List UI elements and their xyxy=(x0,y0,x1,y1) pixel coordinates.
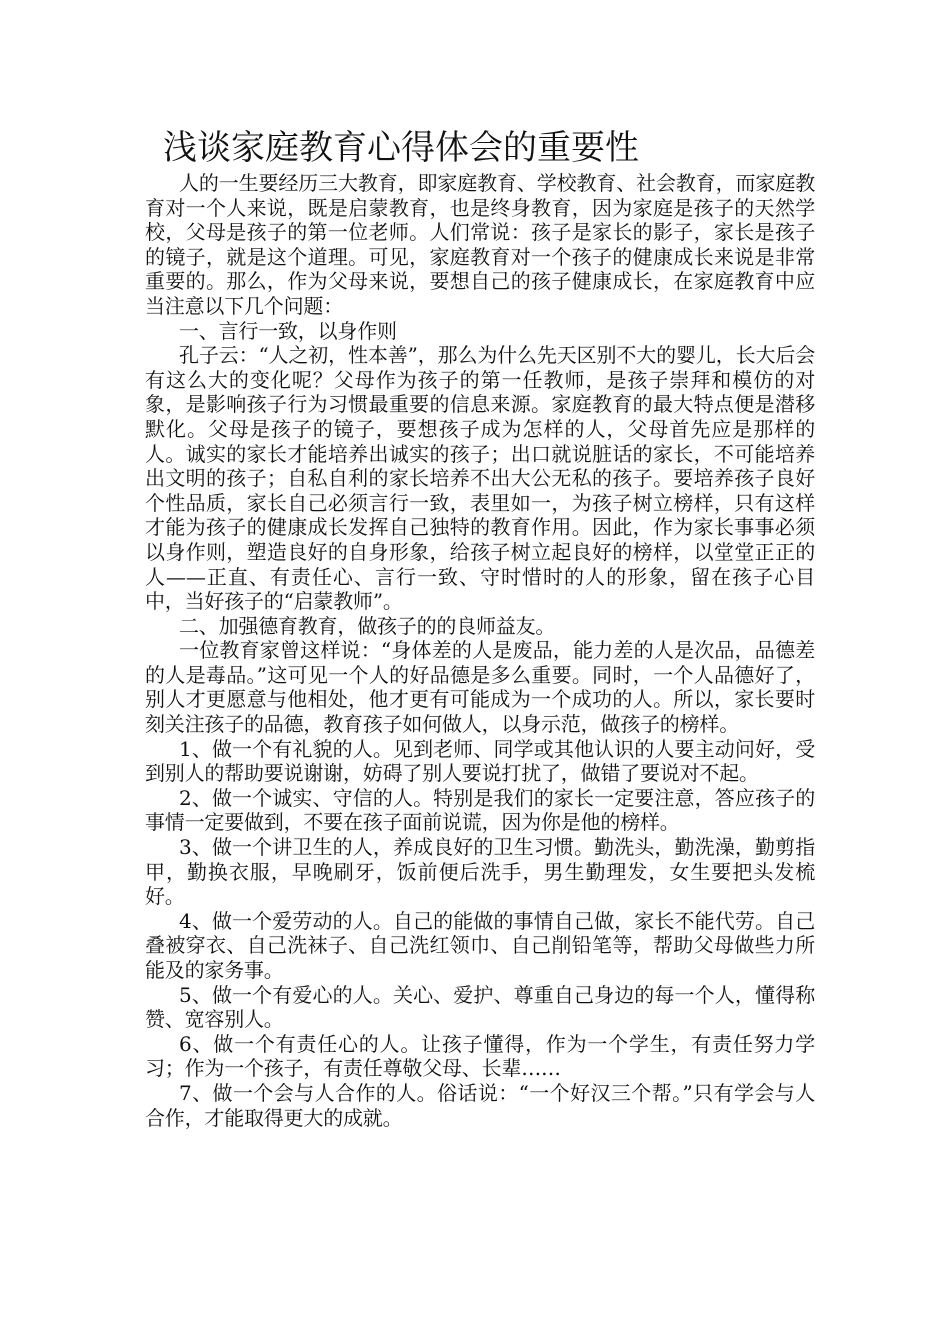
list-item-6: 6、做一个有责任心的人。让孩子懂得，作为一个学生，有责任努力学习；作为一个孩子，有责任尊敬父母、长辈…… xyxy=(145,1031,815,1081)
list-item-7: 7、做一个会与人合作的人。俗话说：“一个好汉三个帮。”只有学会与人合作，才能取得更大的成就。 xyxy=(145,1080,815,1130)
section-2-paragraph: 一位教育家曾这样说：“身体差的人是废品，能力差的人是次品，品德差的人是毒品。”这可见一个人的好品德是多么重要。同时，一个人品德好了，别人才更愿意与他相处，他才更有可能成为一个成功的人。所以，家长要时刻关注孩子的品德，教育孩子如何做人，以身示范，做孩子的榜样。 xyxy=(145,638,815,737)
list-item-3: 3、做一个讲卫生的人，养成良好的卫生习惯。勤洗头，勤洗澡，勤剪指甲，勤换衣服，早晚刷牙，饭前便后洗手，男生勤理发，女生要把头发梳好。 xyxy=(145,835,815,909)
list-item-1: 1、做一个有礼貌的人。见到老师、同学或其他认识的人要主动问好，受到别人的帮助要说谢谢，妨碍了别人要说打扰了，做错了要说对不起。 xyxy=(145,736,815,786)
list-item-5: 5、做一个有爱心的人。关心、爱护、尊重自己身边的每一个人，懂得称赞、宽容别人。 xyxy=(145,982,815,1032)
list-item-4: 4、做一个爱劳动的人。自己的能做的事情自己做，家长不能代劳。自己叠被穿衣、自己洗袜子、自己洗红领巾、自己削铅笔等，帮助父母做些力所能及的家务事。 xyxy=(145,908,815,982)
section-heading-2: 二、加强德育教育，做孩子的的良师益友。 xyxy=(179,613,556,638)
document-title: 浅谈家庭教育心得体会的重要性 xyxy=(163,128,639,168)
section-1-paragraph: 孔子云：“人之初，性本善”，那么为什么先天区别不大的婴儿，长大后会有这么大的变化呢？父母作为孩子的第一任教师，是孩子崇拜和模仿的对象，是影响孩子行为习惯最重要的信息来源。家庭教育的最大特点便是潜移默化。父母是孩子的镜子，要想孩子成为怎样的人，父母首先应是那样的人。诚实的家长才能培养出诚实的孩子；出口就说脏话的家长，不可能培养出文明的孩子；自私自利的家长培养不出大公无私的孩子。要培养孩子良好个性品质，家长自己必须言行一致，表里如一，为孩子树立榜样，只有这样才能为孩子的健康成长发挥自己独特的教育作用。因此，作为家长事事必须以身作则，塑造良好的自身形象，给孩子树立起良好的榜样，以堂堂正正的人——正直、有责任心、言行一致、守时惜时的人的形象，留在孩子心目中，当好孩子的“启蒙教师”。 xyxy=(145,343,815,614)
section-heading-1: 一、言行一致，以身作则 xyxy=(179,318,397,343)
list-item-2: 2、做一个诚实、守信的人。特别是我们的家长一定要注意，答应孩子的事情一定要做到，不要在孩子面前说谎，因为你是他的榜样。 xyxy=(145,785,815,835)
intro-paragraph: 人的一生要经历三大教育，即家庭教育、学校教育、社会教育，而家庭教育对一个人来说，既是启蒙教育，也是终身教育，因为家庭是孩子的天然学校，父母是孩子的第一位老师。人们常说：孩子是家长的影子，家长是孩子的镜子，就是这个道理。可见，家庭教育对一个孩子的健康成长来说是非常重要的。那么，作为父母来说，要想自己的孩子健康成长，在家庭教育中应当注意以下几个问题： xyxy=(145,171,815,318)
document-body xyxy=(145,171,815,1130)
